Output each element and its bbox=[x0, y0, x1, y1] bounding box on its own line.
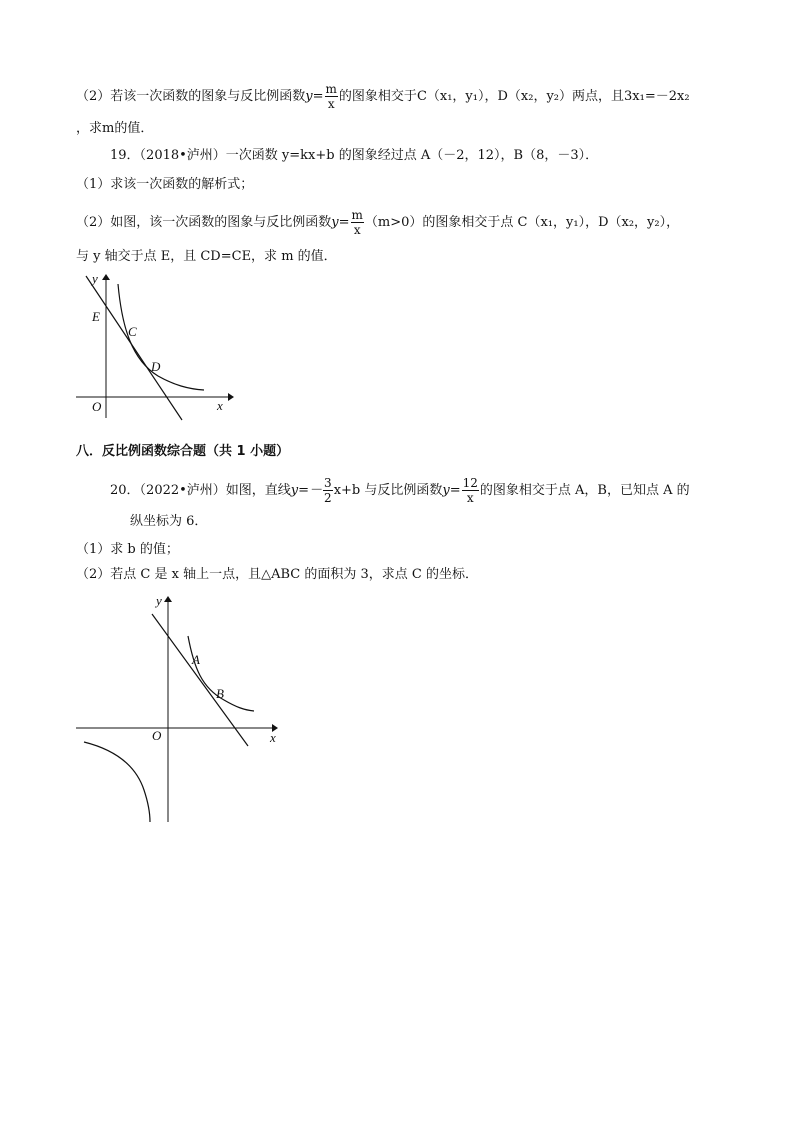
q20-mid1: x+b 与反比例函数 bbox=[333, 483, 443, 498]
q20-line-graph bbox=[152, 614, 248, 746]
q20-frac1-num: 3 bbox=[324, 476, 332, 490]
q19-label-x: x bbox=[217, 398, 223, 413]
q20-y-eq1: y=－ bbox=[290, 483, 323, 498]
q18-part2-end: 两点，且3x₁=－2x₂ bbox=[572, 89, 690, 104]
section8-title: 八．反比例函数综合题（共 1 小题） bbox=[76, 444, 290, 459]
q20-y-arrow bbox=[164, 596, 172, 602]
q18-point-d: D（x₂，y₂） bbox=[497, 89, 573, 104]
q18-frac-den: x bbox=[327, 97, 335, 111]
q19-label-c: C bbox=[128, 324, 137, 339]
q20-fraction1 bbox=[323, 476, 333, 505]
q20-hyperbola-branch2 bbox=[84, 742, 150, 822]
q20-mid2: 的图象相交于点 A，B，已知点 A 的 bbox=[479, 483, 690, 498]
q19-line3: 与 y 轴交于点 E，且 CD=CE，求 m 的值． bbox=[76, 249, 337, 264]
q19-graph bbox=[70, 268, 240, 428]
q19-part2 bbox=[76, 208, 679, 237]
q18-part2-mid: 的图象相交于 bbox=[338, 89, 417, 104]
q19-fraction bbox=[351, 208, 364, 237]
q20-graph bbox=[72, 590, 292, 826]
q19-frac-num: m bbox=[351, 208, 363, 222]
q20-stem bbox=[110, 476, 690, 505]
q19-part2-prefix: （2）如图，该一次函数的图象与反比例函数 bbox=[76, 215, 332, 230]
q18-part2-prefix: （2）若该一次函数的图象与反比例函数 bbox=[76, 89, 306, 104]
q19-x-arrow bbox=[228, 393, 234, 401]
q20-frac1-den: 2 bbox=[324, 491, 332, 505]
q20-label-b: B bbox=[216, 686, 224, 701]
q20-label-o: O bbox=[152, 728, 162, 743]
q19-condition: （m>0）的图象相交于点 C（x₁，y₁），D（x₂，y₂）， bbox=[364, 215, 680, 230]
q19-label-y: y bbox=[92, 271, 98, 286]
q20-label-x: x bbox=[270, 730, 276, 745]
q20-y-eq2: y= bbox=[442, 483, 461, 498]
q20-part1: （1）求 b 的值； bbox=[76, 542, 179, 557]
q19-y-eq: y= bbox=[331, 215, 350, 230]
q18-frac-num: m bbox=[325, 82, 337, 96]
q20-stem-prefix: 20．（2022•泸州）如图，直线 bbox=[110, 483, 291, 498]
q18-line2: ，求m的值． bbox=[76, 121, 154, 136]
q18-point-c: C（x₁，y₁）， bbox=[416, 89, 498, 104]
q20-part2: （2）若点 C 是 x 轴上一点，且△ABC 的面积为 3，求点 C 的坐标． bbox=[76, 567, 478, 582]
q19-frac-den: x bbox=[353, 223, 361, 237]
q19-stem: 19．（2018•泸州）一次函数 y=kx+b 的图象经过点 A（－2，12），B（8，－3）． bbox=[110, 148, 599, 163]
q20-label-a: A bbox=[192, 652, 200, 667]
q19-part1: （1）求该一次函数的解析式； bbox=[76, 177, 254, 192]
q20-frac2-den: x bbox=[466, 491, 474, 505]
q18-part2 bbox=[76, 82, 690, 111]
q20-label-y: y bbox=[156, 593, 162, 608]
q19-y-arrow bbox=[102, 274, 110, 280]
q18-fraction bbox=[325, 82, 338, 111]
q18-y-eq: y= bbox=[305, 89, 324, 104]
q20-fraction2 bbox=[462, 476, 479, 505]
q19-label-o: O bbox=[92, 399, 102, 414]
q19-label-e: E bbox=[92, 309, 100, 324]
q20-line2: 纵坐标为 6． bbox=[130, 514, 208, 529]
q19-label-d: D bbox=[151, 359, 161, 374]
q20-frac2-num: 12 bbox=[462, 476, 478, 490]
